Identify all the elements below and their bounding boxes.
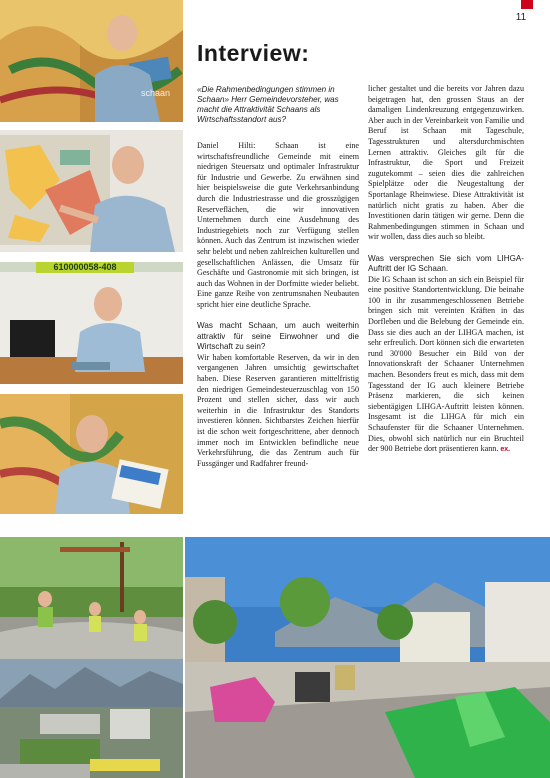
article-column-2 [368, 84, 524, 466]
column1-paragraph: Wir haben komfortable Reserven, da wir in den vergangenen Jahren umsichtig gewirtschaftet haben. Diese Reserven garantieren mittelfristig den niedrigen Gemeindesteuerzuschlag von 150 Prozent und stellen sicher, dass wir auch weiterhin in die Infrastruktur des Standorts investieren können. Sichtbarstes Zeichen hierfür ist die schon weit fortgeschrittene, aber dennoch immer noch im Entwicklen befindliche neue Verkehrsführung, die das Zentrum auch für Fussgänger und Radfahrer freund- [197, 352, 359, 468]
photo-playground-children [0, 537, 183, 659]
page-corner-tab [521, 0, 533, 9]
column1-paragraph: Daniel Hilti: Schaan ist eine wirtschaftsfreundliche Gemeinde mit einem niedrigen Steuersatz und optimaler Infrastruktur für Industrie und Gewerbe. Zu erwähnen sind hier beispielsweise die gute Verkehrsanbindung durch die Industriestrasse und die grosszügigen Reserveflächen, die wir innovativen Unternehmen durch eine Ausdehnung des Industriegebiets noch zur Verfügung stellen können. Auch das Zentrum ist inzwischen wieder sehr belebt und neben zahlreichen kulturellen und gesellschaftlichen Anlässen, die Umsatz für Geschäfte und Gastronomie mit sich bringen, ist auch das Wohnen in der Dorfmitte wieder beliebt. Eine ganze Reihe von zentrumsnahen Neubauten spricht hier eine deutliche Sprache. [197, 141, 359, 309]
article-lead-question: «Die Rahmenbedingungen stimmen in Schaan» Herr Gemeindevorsteher, was macht die Attraktivität Schaans als Wirtschaftsstandort aus? [197, 85, 339, 124]
photo-interview-1 [0, 0, 183, 122]
interview-question: Was versprechen Sie sich vom LIHGA-Auftritt der IG Schaan. [368, 253, 524, 274]
page-number: 11 [515, 12, 527, 23]
photo-interview-4 [0, 394, 183, 514]
author-signature: ex. [500, 446, 511, 454]
photo-interview-2 [0, 130, 183, 252]
interview-question: Was macht Schaan, um auch weiterhin attraktiv für seine Einwohner und die Wirtschaft zu sein? [197, 321, 359, 352]
column2-paragraph: licher gestaltet und die bereits vor Jahren dazu beigetragen hat, den grossen Staus an der damaligen Lindenkreuzung entgegenzuwirken. Aber auch in der Vereinbarkeit von Familie und Beruf ist Schaan mit Tageschule, Tagesstrukturen und altersdurchmischten Lernen attraktiv. Gleiches gilt für die Infrastruktur, die Sport und Freizeit zugutekommt – seien dies die zahlreichen Spielplätze oder die Neugestaltung der Sportanlage Rheinwiese. Diese Attraktivität ist natürlich nicht gratis zu haben. Aber die Investitionen darin tätigen wir gerne. Denn die Rahmenbedingungen stimmen in Schaan und wir wollen, dass dies auch so bleibt. [368, 84, 524, 242]
photo-interview-3 [0, 262, 183, 384]
article-title: Interview: [197, 40, 310, 66]
plate-sign: 610000058-408 [36, 262, 134, 273]
column2-paragraph-text: Die IG Schaan ist schon an sich ein Beispiel für eine positive Standortentwicklung. Die beinahe 100 in ihr zusammengeschlossenen Betriebe bringen sich mit vereinten Kräften in das Dorfleben und die Belebung der Gemeinde ein. Dass sie dies auch an der LIHGA machen, ist sehr erfreulich. Dort können sich die erwarteten rund 30'000 Besucher ein Bild von der Innovationskraft der Schaaner Unternehmen machen. Besonders freut es mich, dass mit dem Tagesstand der IG auch kleinere Betriebe Präsenz markieren, die sich keinen siebentägigen LIHGA-Auftritt leisten können. Insgesamt ist die LIHGA für mich ein Schaufenster für die Schaaner Unternehmen. Dies, obwohl sich natürlich nur ein Bruchteil der 900 Betriebe dort präsentieren kann. [368, 274, 524, 454]
photo-aerial-schaan [0, 659, 183, 778]
column2-paragraph [368, 275, 524, 456]
photo-town-center-square [185, 537, 550, 778]
article-column-1 [197, 141, 359, 480]
photo-caption-label: schaan [141, 88, 171, 98]
